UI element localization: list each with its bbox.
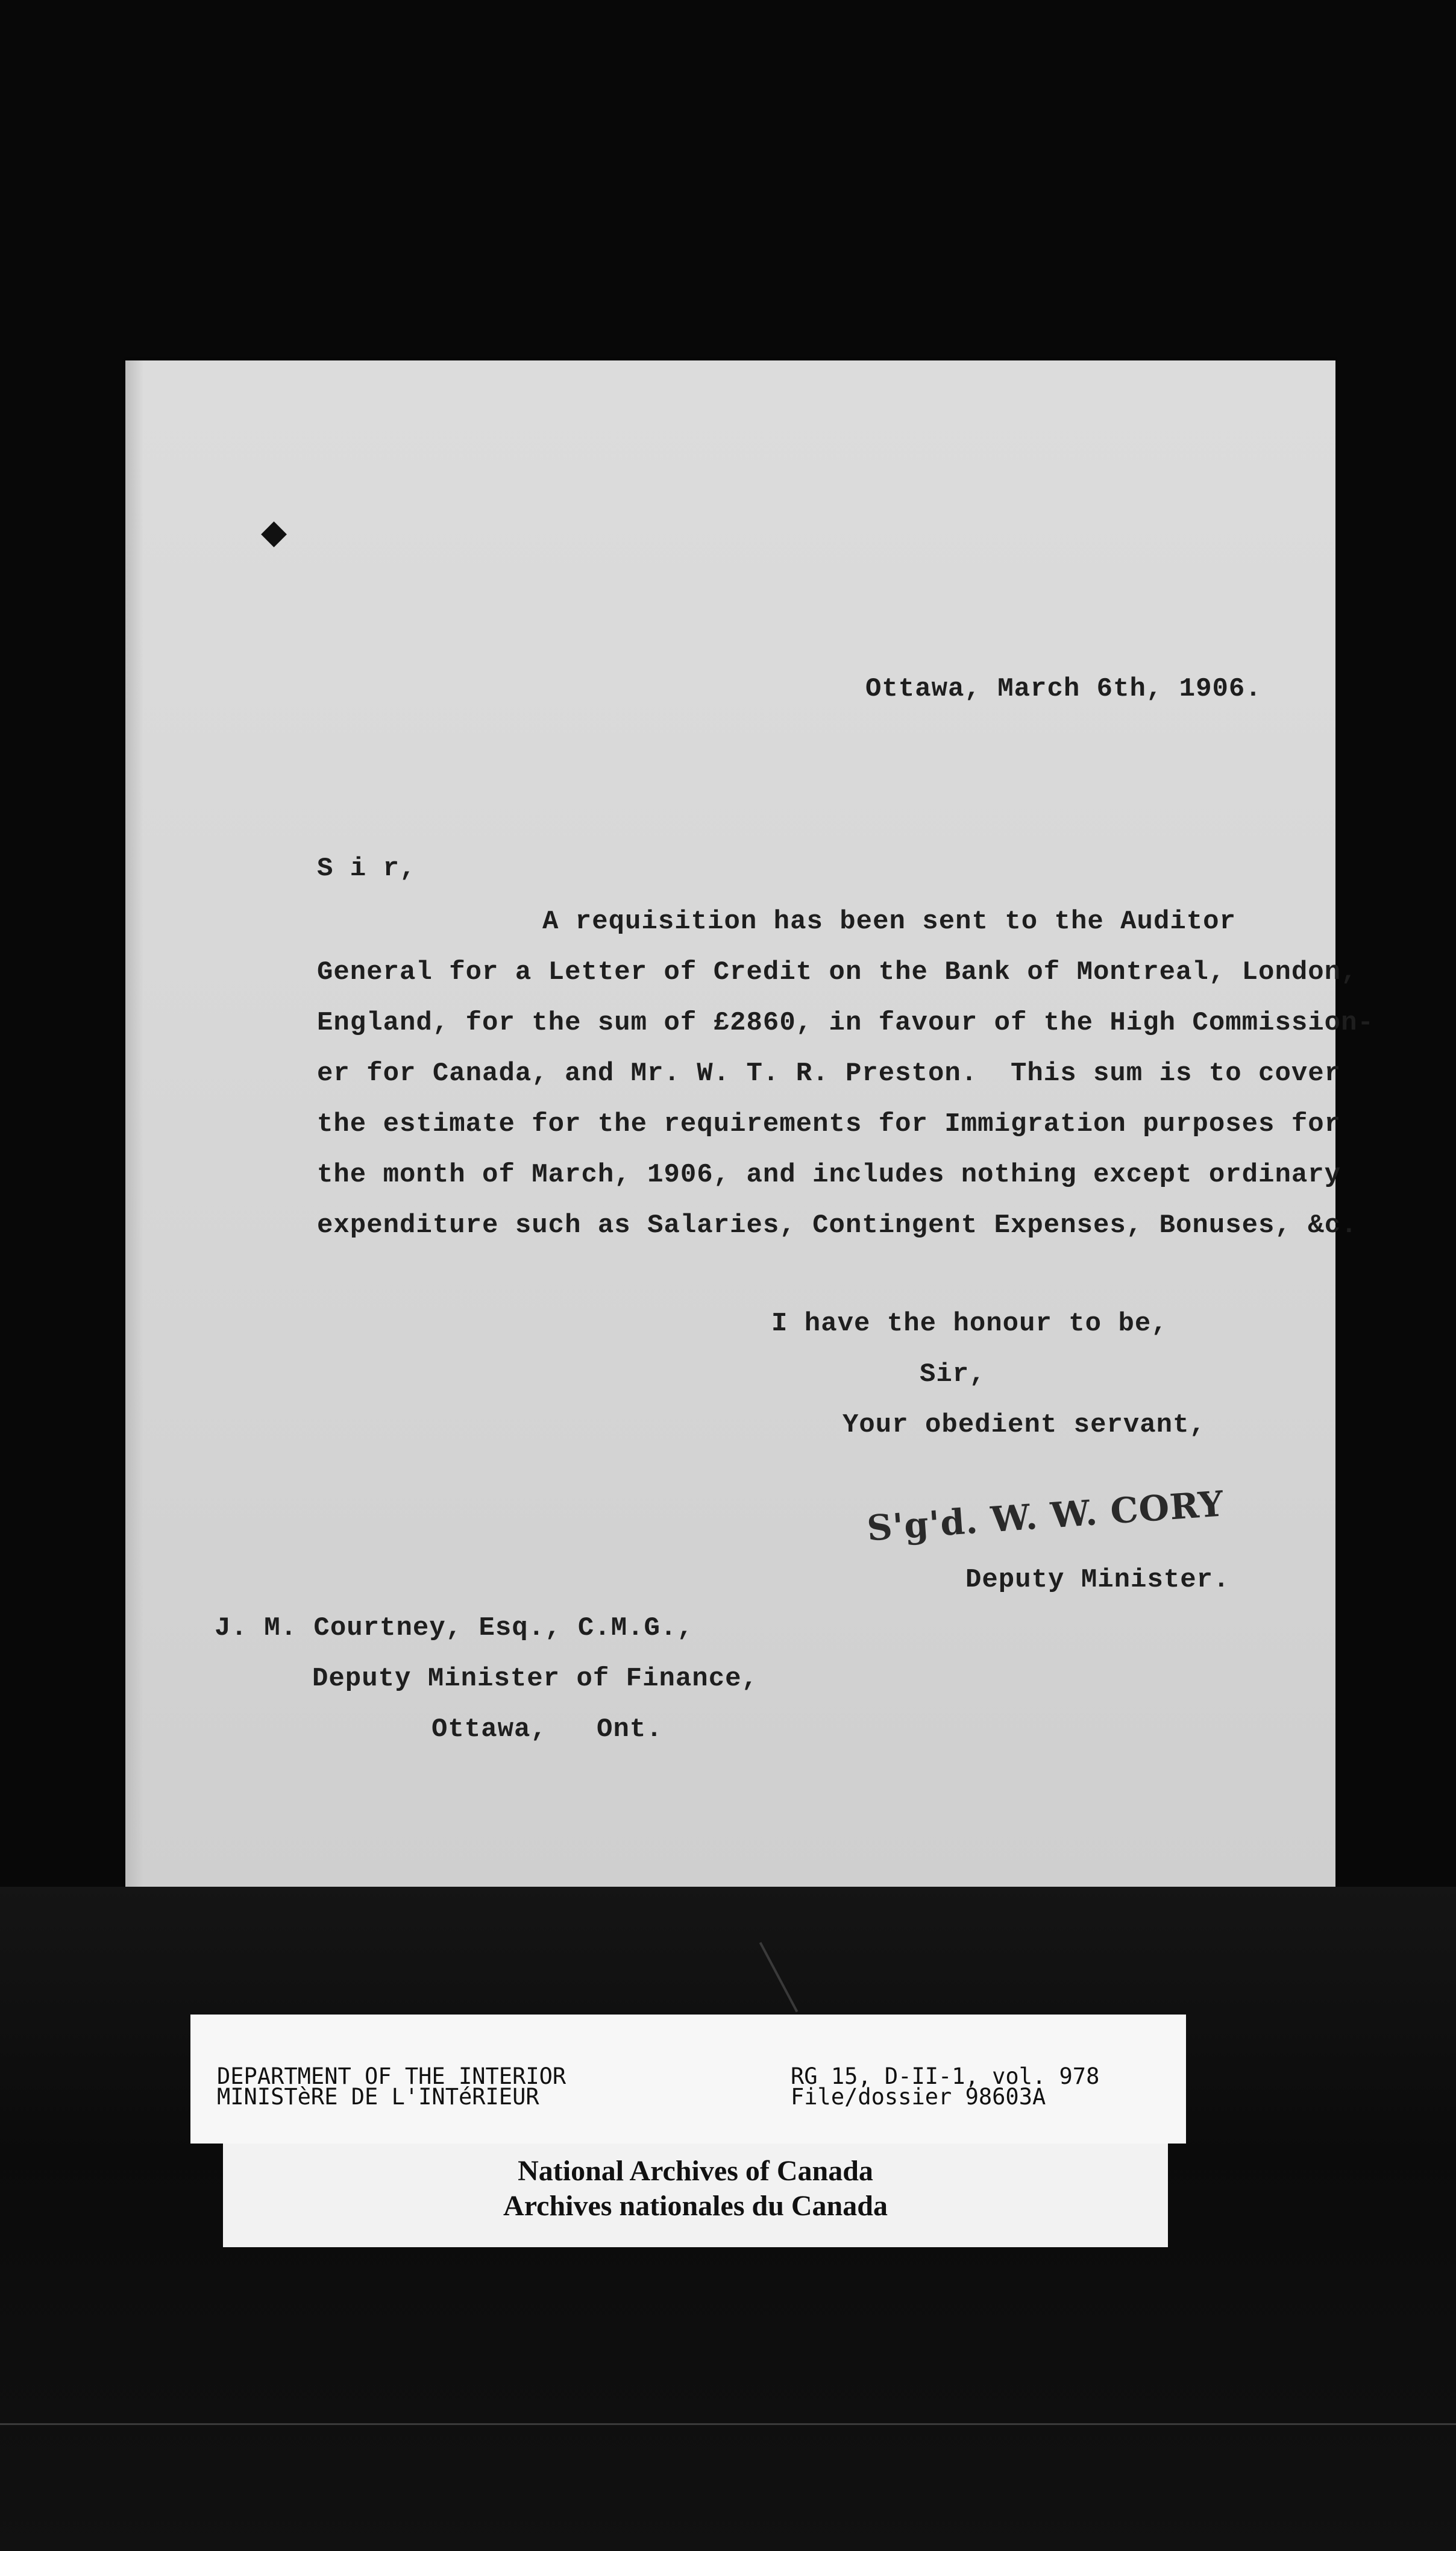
archives-name-fr: Archives nationales du Canada xyxy=(503,2190,888,2222)
salutation: S i r, xyxy=(317,854,416,884)
film-edge xyxy=(0,2423,1456,2425)
body-line: the estimate for the requirements for Immigration purposes for xyxy=(317,1109,1341,1139)
body-line: expenditure such as Salaries, Contingent Expenses, Bonuses, &c. xyxy=(317,1210,1358,1241)
body-line: General for a Letter of Credit on the Bank of Montreal, London, xyxy=(317,957,1358,987)
ink-mark: ◆ xyxy=(261,512,287,552)
file-number: File/dossier 98603A xyxy=(791,2084,1046,2110)
reference-label xyxy=(190,2015,1186,2144)
body-line: A requisition has been sent to the Auditor xyxy=(542,907,1236,937)
addressee-name: J. M. Courtney, Esq., C.M.G., xyxy=(215,1613,694,1643)
department-en: DEPARTMENT OF THE INTERIOR xyxy=(217,2063,566,2089)
archives-name-en: National Archives of Canada xyxy=(518,2155,873,2187)
addressee-title: Deputy Minister of Finance, xyxy=(312,1664,758,1694)
signature-title: Deputy Minister. xyxy=(965,1565,1230,1595)
letter-page xyxy=(125,360,1374,1889)
closing-line: I have the honour to be, xyxy=(771,1309,1168,1339)
reference-number: RG 15, D-II-1, vol. 978 xyxy=(791,2063,1100,2089)
closing-sir: Sir, xyxy=(920,1359,986,1389)
archives-label xyxy=(223,2134,1168,2247)
body-line: England, for the sum of £2860, in favour of the High Commission- xyxy=(317,1008,1374,1038)
closing-servant: Your obedient servant, xyxy=(843,1410,1206,1440)
body-line: er for Canada, and Mr. W. T. R. Preston. This sum is to cover xyxy=(317,1058,1341,1089)
letter-date: Ottawa, March 6th, 1906. xyxy=(865,674,1262,704)
signature-stamp: S'g'd. W. W. CORY xyxy=(865,1483,1226,1549)
addressee-city: Ottawa, Ont. xyxy=(431,1714,663,1744)
body-line: the month of March, 1906, and includes nothing except ordinary xyxy=(317,1160,1341,1190)
department-fr: MINISTèRE DE L'INTéRIEUR xyxy=(217,2084,539,2110)
